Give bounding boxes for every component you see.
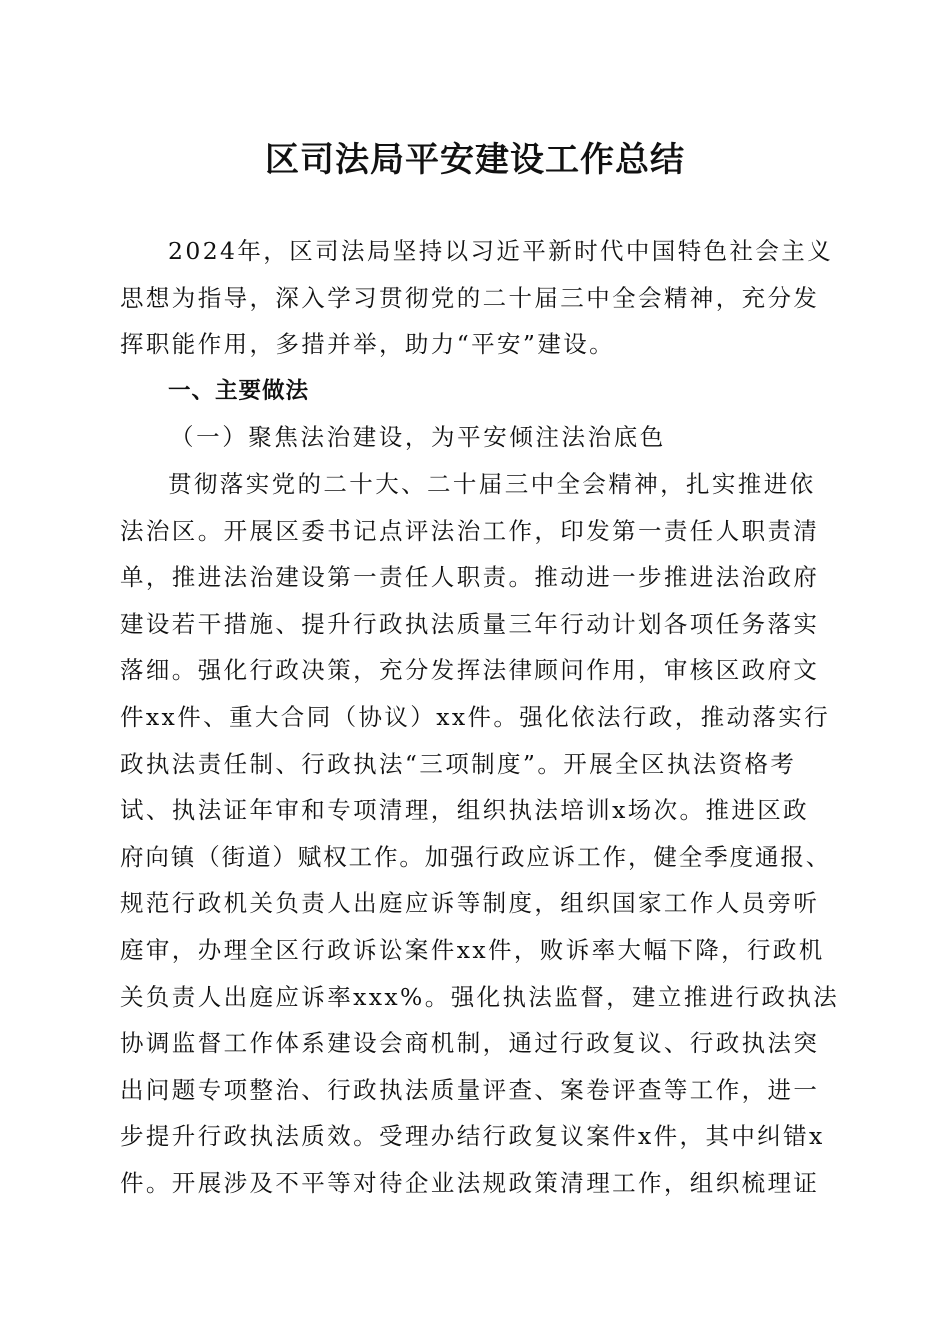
paragraph-line: 法治区。开展区委书记点评法治工作，印发第一责任人职责清 [120,516,820,545]
paragraph-line: 关负责人出庭应诉率xxx%。强化执法监督，建立推进行政执法 [120,982,840,1011]
paragraph-line: 落细。强化行政决策，充分发挥法律顾问作用，审核区政府文 [120,656,820,685]
paragraph-line: 建设若干措施、提升行政执法质量三年行动计划各项任务落实 [120,609,820,638]
paragraph-line: 步提升行政执法质效。受理办结行政复议案件x件，其中纠错x [120,1122,825,1151]
document-title: 区司法局平安建设工作总结 [265,140,685,180]
intro-line: 思想为指导，深入学习贯彻党的二十届三中全会精神，充分发 [120,283,820,312]
document-body [120,228,840,1206]
intro-line: 挥职能作用，多措并举，助力“平安”建设。 [120,330,616,359]
paragraph-line: 府向镇（街道）赋权工作。加强行政应诉工作，健全季度通报、 [120,842,832,871]
intro-line: 2024年，区司法局坚持以习近平新时代中国特色社会主义 [168,237,834,265]
paragraph-line: 试、执法证年审和专项清理，组织执法培训x场次。推进区政 [120,796,810,825]
paragraph-line: 件xx件、重大合同（协议）xx件。强化依法行政，推动落实行 [120,702,831,731]
subsection-heading: （一）聚焦法治建设，为平安倾注法治底色 [170,423,666,452]
paragraph-line: 政执法责任制、行政执法“三项制度”。开展全区执法资格考 [120,749,797,778]
paragraph-line: 出问题专项整治、行政执法质量评查、案卷评查等工作，进一 [120,1075,820,1104]
paragraph-line: 单，推进法治建设第一责任人职责。推动进一步推进法治政府 [120,563,820,592]
paragraph-line: 件。开展涉及不平等对待企业法规政策清理工作，组织梳理证 [120,1168,820,1197]
paragraph-line: 规范行政机关负责人出庭应诉等制度，组织国家工作人员旁听 [120,889,820,918]
paragraph-line: 庭审，办理全区行政诉讼案件xx件，败诉率大幅下降，行政机 [120,935,825,964]
section-heading: 一、主要做法 [168,377,310,404]
paragraph-line: 贯彻落实党的二十大、二十届三中全会精神，扎实推进依 [168,469,816,498]
paragraph-line: 协调监督工作体系建设会商机制，通过行政复议、行政执法突 [120,1029,820,1058]
